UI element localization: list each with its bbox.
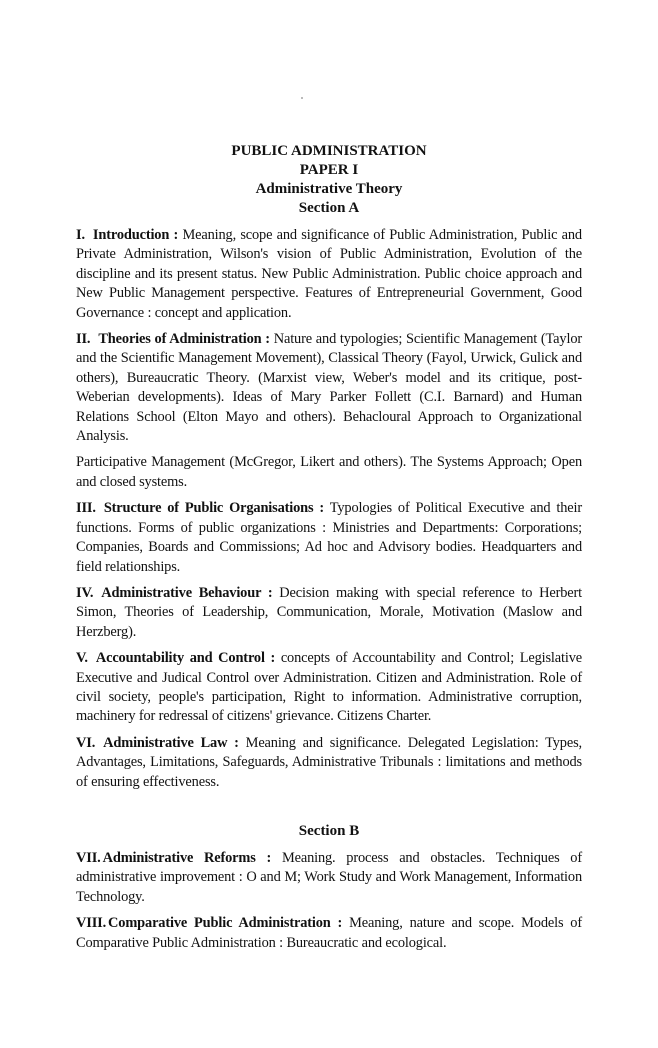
document-page [76, 142, 582, 960]
syllabus-item-continuation [76, 453, 582, 492]
item-heading: Accountability and Control : [95, 650, 276, 667]
item-number: VI. [76, 734, 96, 751]
item-body: Participative Management (McGregor, Likert and others). The Systems Approach; Open and closed systems. [76, 454, 582, 490]
item-body: Meaning. process and obstacles. Techniques of administrative improvement : O and M; Work Study and Work Management, Information Technology. [76, 849, 582, 905]
item-body: Typologies of Political Executive and their functions. Forms of public organizations : Ministries and Departments: Corporations; Companies, Boards and Commissions; Ad hoc and Advisory bodies. Headquarters and field relationships. [76, 500, 583, 575]
item-heading: Administrative Behaviour : [101, 584, 273, 601]
syllabus-item [76, 226, 582, 323]
paper-label: PAPER I [299, 162, 359, 178]
item-body: Decision making with special reference to Herbert Simon, Theories of Leadership, Communication, Morale, Motivation (Maslow and Herzberg). [76, 584, 582, 640]
syllabus-item [76, 584, 582, 642]
section-a-heading: Section A [298, 200, 360, 216]
item-number: IV. [76, 584, 94, 601]
syllabus-item [76, 649, 582, 727]
paper-subtitle: Administrative Theory [255, 181, 403, 197]
scan-speck [301, 97, 303, 99]
item-body: Meaning, scope and significance of Public Administration, Public and Private Administration, Wilson's vision of Public Administration, Evolution of the discipline and its present status. New Public Administration. Public choice approach and New Public Management perspective. Features of Entrepreneurial Government, Good Governance : concept and application. [76, 227, 582, 321]
item-body: Meaning and significance. Delegated Legislation: Types, Advantages, Limitations, Safeguards, Administrative Tribunals : limitations and methods of ensuring effectiveness. [76, 734, 582, 790]
syllabus-item [76, 499, 582, 577]
document-title: PUBLIC ADMINISTRATION [231, 143, 427, 159]
item-number: I. [76, 227, 85, 243]
item-heading: Administrative Law : [103, 734, 239, 751]
syllabus-item [76, 330, 582, 446]
item-number: VII. [76, 849, 101, 866]
document-headings [76, 142, 582, 218]
item-number: V. [76, 650, 88, 667]
section-b-list [76, 849, 582, 953]
item-number: III. [76, 500, 96, 517]
item-number: II. [76, 331, 91, 348]
item-number: VIII. [76, 915, 107, 932]
item-heading: Comparative Public Administration : [108, 915, 343, 932]
section-a-list [76, 226, 582, 792]
item-heading: Structure of Public Organisations : [103, 500, 325, 517]
syllabus-item [76, 849, 582, 907]
item-body: Meaning, nature and scope. Models of Comparative Public Administration : Bureaucratic and ecological. [76, 915, 582, 951]
item-heading: Administrative Reforms : [102, 849, 272, 866]
item-heading: Theories of Administration : [98, 331, 270, 348]
item-body: Nature and typologies; Scientific Management (Taylor and the Scientific Management Movement), Classical Theory (Fayol, Urwick, Gulick and others), Bureaucratic Theory. (Marxist view, Weber's model and its critique, post-Weberian developments). Ideas of Mary Parker Follett (C.I. Barnard) and Human Relations School (Elton Mayo and others). Behacloural Approach to Organizational Analysis. [76, 331, 583, 445]
syllabus-item [76, 734, 582, 792]
item-body: concepts of Accountability and Control; Legislative Executive and Judical Control over Administration. Citizen and Administration. Role of civil society, people's participation, Right to information. Administrative corruption, machinery for redressal of citizens' grievance. Citizens Charter. [76, 650, 582, 725]
section-b-heading: Section B [298, 822, 360, 839]
syllabus-item [76, 914, 582, 953]
item-heading: Introduction : [92, 227, 179, 243]
